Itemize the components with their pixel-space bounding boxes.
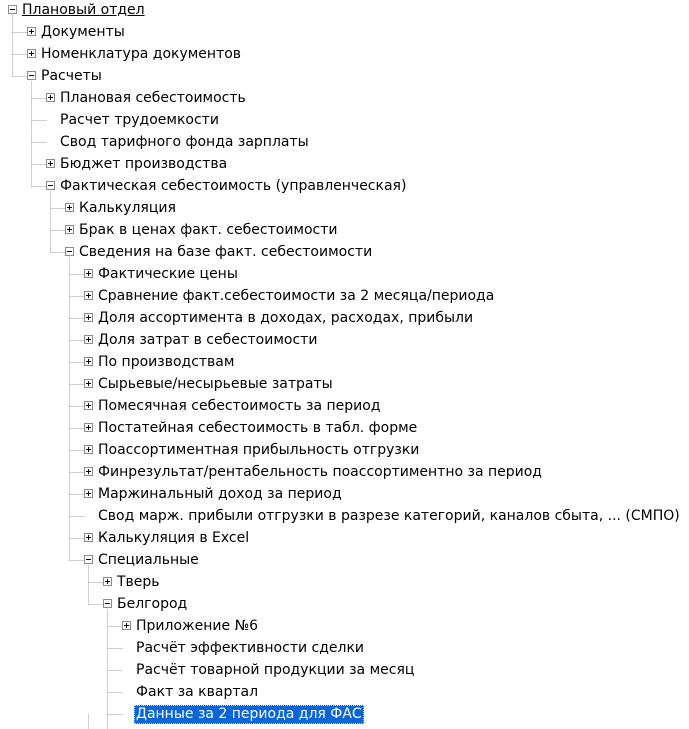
tree-node-label[interactable]: Расчёт товарной продукции за месяц [136, 662, 415, 678]
expand-icon[interactable] [27, 49, 36, 58]
tree-node-расчёт-товарной-продукции-за-месяц[interactable] [0, 660, 689, 682]
tree-node-label[interactable]: Факт за квартал [136, 684, 259, 700]
tree-node-помесячная-себестоимость-за-период[interactable] [0, 396, 689, 418]
expand-icon[interactable] [84, 269, 93, 278]
expand-icon[interactable] [84, 313, 93, 322]
tree-node-расчет-трудоемкости[interactable] [0, 110, 689, 132]
expand-icon[interactable] [84, 357, 93, 366]
tree-node-плановый-отдел[interactable] [0, 0, 689, 22]
tree-node-label[interactable]: Доля ассортимента в доходах, расходах, прибыли [98, 310, 474, 326]
tree-node-label[interactable]: Сравнение факт.себестоимости за 2 месяца/периода [98, 288, 495, 304]
expand-icon[interactable] [122, 621, 131, 630]
expand-icon[interactable] [46, 159, 55, 168]
tree-node-label[interactable]: Тверь [117, 574, 160, 590]
collapse-icon[interactable] [27, 71, 36, 80]
tree-node-label[interactable]: Помесячная себестоимость за период [98, 398, 381, 414]
tree-node-данные-за-2-периода-для-фас[interactable] [0, 704, 689, 726]
tree-node-расчёт-эффективности-сделки[interactable] [0, 638, 689, 660]
tree-node-тверь[interactable] [0, 572, 689, 594]
tree-node-label[interactable]: Номенклатура документов [41, 46, 242, 62]
tree-node-label[interactable]: Сырьевые/несырьевые затраты [98, 376, 333, 392]
tree-node-сырьевые-несырьевые-затраты[interactable] [0, 374, 689, 396]
expand-icon[interactable] [84, 489, 93, 498]
expand-icon[interactable] [84, 379, 93, 388]
tree-node-label[interactable]: Фактическая себестоимость (управленческая) [60, 178, 407, 194]
tree-node-label[interactable]: Плановая себестоимость [60, 90, 246, 106]
tree-node-label[interactable]: Калькуляция в Excel [98, 530, 250, 546]
tree-node-свод-марж-прибыли-отгрузки-в-разрезе-категорий-каналов-сбыта-смпо[interactable] [0, 506, 689, 528]
tree-node-label[interactable]: Расчет трудоемкости [60, 112, 219, 128]
collapse-icon[interactable] [8, 5, 17, 14]
expand-icon[interactable] [84, 401, 93, 410]
tree-node-калькуляция-в-excel[interactable] [0, 528, 689, 550]
expand-icon[interactable] [84, 445, 93, 454]
tree-node-label[interactable]: Маржинальный доход за период [98, 486, 342, 502]
tree-node-label[interactable]: Фактические цены [98, 266, 238, 282]
tree-node-брак-в-ценах-факт-себестоимости[interactable] [0, 220, 689, 242]
expand-icon[interactable] [84, 533, 93, 542]
tree-node-приложение-№6[interactable] [0, 616, 689, 638]
tree-node-сравнение-факт-себестоимости-за-2-месяца-периода[interactable] [0, 286, 689, 308]
tree-node-label[interactable]: Плановый отдел [22, 2, 145, 18]
tree-node-свод-тарифного-фонда-зарплаты[interactable] [0, 132, 689, 154]
tree-node-документы[interactable] [0, 22, 689, 44]
tree-node-label[interactable]: Доля затрат в себестоимости [98, 332, 318, 348]
tree-node-калькуляция[interactable] [0, 198, 689, 220]
tree-node-label[interactable]: Расчеты [41, 68, 102, 84]
expand-icon[interactable] [27, 27, 36, 36]
tree-node-label[interactable]: Свод тарифного фонда зарплаты [60, 134, 309, 150]
tree-node-финрезультат-рентабельность-поассортиментно-за-период[interactable] [0, 462, 689, 484]
tree-node-label[interactable]: Калькуляция [79, 200, 176, 216]
tree-node-маржинальный-доход-за-период[interactable] [0, 484, 689, 506]
collapse-icon[interactable] [103, 599, 112, 608]
expand-icon[interactable] [84, 335, 93, 344]
tree-node-label[interactable]: Свод марж. прибыли отгрузки в разрезе категорий, каналов сбыта, ... (СМПО) [98, 508, 680, 524]
tree-node-номенклатура-документов[interactable] [0, 44, 689, 66]
tree-node-факт-за-квартал[interactable] [0, 682, 689, 704]
tree-node-label[interactable]: По производствам [98, 354, 235, 370]
tree-node-расчеты[interactable] [0, 66, 689, 88]
expand-icon[interactable] [84, 467, 93, 476]
tree-node-label[interactable]: Бюджет производства [60, 156, 228, 172]
tree-node-фактическая-себестоимость-управленческая[interactable] [0, 176, 689, 198]
tree-node-label[interactable]: Расчёт эффективности сделки [136, 640, 365, 656]
expand-icon[interactable] [65, 225, 74, 234]
tree-node-label[interactable]: Белгород [117, 596, 188, 612]
tree-node-по-производствам[interactable] [0, 352, 689, 374]
tree-node-label-selected[interactable]: Данные за 2 периода для ФАС [136, 706, 362, 722]
tree-node-фактические-цены[interactable] [0, 264, 689, 286]
tree-node-доля-ассортимента-в-доходах-расходах-прибыли[interactable] [0, 308, 689, 330]
collapse-icon[interactable] [65, 247, 74, 256]
tree-node-label[interactable]: Приложение №6 [136, 618, 259, 634]
tree-node-плановая-себестоимость[interactable] [0, 88, 689, 110]
tree-node-специальные[interactable] [0, 550, 689, 572]
tree-node-label[interactable]: Сведения на базе факт. себестоимости [79, 244, 373, 260]
tree-node-доля-затрат-в-себестоимости[interactable] [0, 330, 689, 352]
tree-node-label[interactable]: Документы [41, 24, 125, 40]
expand-icon[interactable] [65, 203, 74, 212]
tree-node-label[interactable]: Финрезультат/рентабельность поассортиментно за период [98, 464, 542, 480]
tree-node-label[interactable]: Постатейная себестоимость в табл. форме [98, 420, 418, 436]
tree-node-сведения-на-базе-факт-себестоимости[interactable] [0, 242, 689, 264]
collapse-icon[interactable] [84, 555, 93, 564]
expand-icon[interactable] [46, 93, 55, 102]
expand-icon[interactable] [103, 577, 112, 586]
tree-node-label[interactable]: Поассортиментная прибыльность отгрузки [98, 442, 420, 458]
tree-node-бюджет-производства[interactable] [0, 154, 689, 176]
tree-node-белгород[interactable] [0, 594, 689, 616]
tree-node-поассортиментная-прибыльность-отгрузки[interactable] [0, 440, 689, 462]
tree-node-постатейная-себестоимость-в-табл-форме[interactable] [0, 418, 689, 440]
tree-node-label[interactable]: Специальные [98, 552, 199, 568]
tree-node-label[interactable]: Брак в ценах факт. себестоимости [79, 222, 338, 238]
expand-icon[interactable] [84, 291, 93, 300]
expand-icon[interactable] [84, 423, 93, 432]
collapse-icon[interactable] [46, 181, 55, 190]
